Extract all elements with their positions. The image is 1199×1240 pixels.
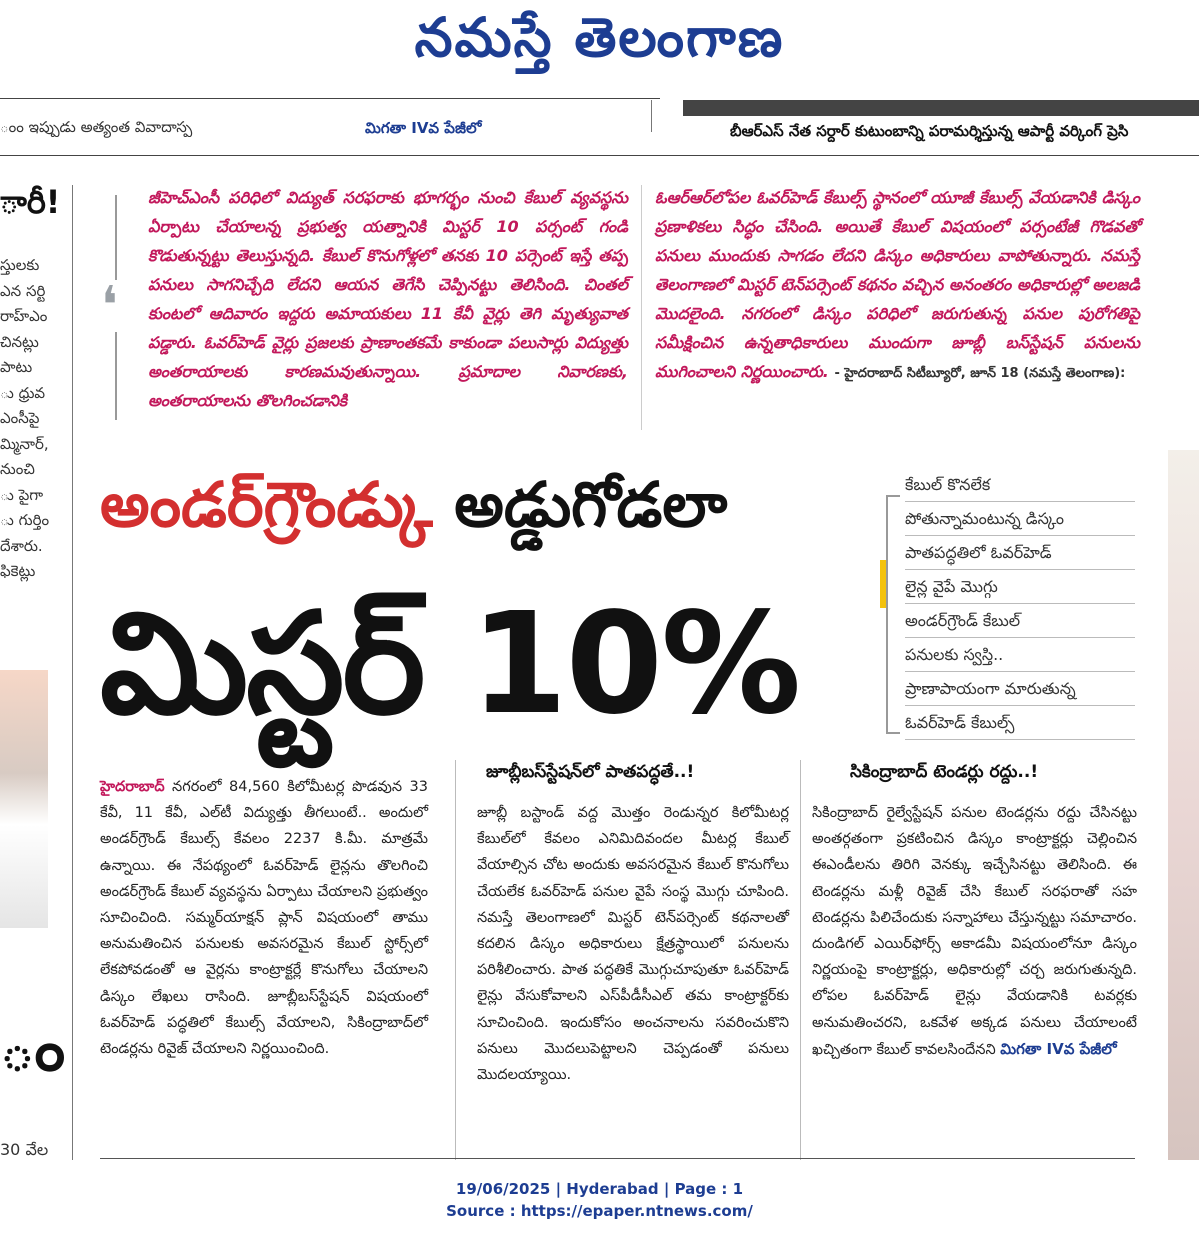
left-line: ఎన సర్టి <box>0 281 46 300</box>
body-dateline: హైదరాబాద్ <box>100 779 165 795</box>
left-line: ఎంసీపై <box>0 409 40 427</box>
page-footer <box>0 1178 1199 1222</box>
main-headline: మిస్టర్ 10% <box>100 583 800 746</box>
points-accent-bar <box>880 560 886 608</box>
intro-divider <box>641 185 642 430</box>
top-continued-link[interactable]: మిగతా IVవ పేజీలో <box>365 119 482 137</box>
body-column-1 <box>100 774 428 1062</box>
top-photo <box>683 100 1199 116</box>
left-number-text: 30 వేల <box>0 1140 49 1159</box>
key-point: పోతున్నామంటున్న డిస్కం <box>905 502 1135 536</box>
left-line: ు గుర్తిం <box>0 511 50 529</box>
key-point: పాతపద్ధతిలో ఓవర్‌హెడ్ <box>905 536 1135 570</box>
column-divider-2 <box>800 760 801 1160</box>
column-divider-1 <box>455 760 456 1160</box>
left-big-letter: ం <box>0 1015 66 1085</box>
subhead-jubilee: జూబ్లీబస్‌స్టేషన్‌లో పాతపద్ధతే..! <box>486 762 695 782</box>
body-column-3 <box>812 800 1137 1063</box>
key-point: కేబుల్ కొనలేక <box>905 468 1135 502</box>
quote-mark-icon: ❛ <box>101 276 118 336</box>
masthead <box>0 0 1199 80</box>
key-point: అండర్‌గ్రౌండ్ కేబుల్ <box>905 604 1135 638</box>
footer-source-link[interactable]: Source : https://epaper.ntnews.com/ <box>446 1202 753 1220</box>
photo-caption: బీఆర్ఎస్ నేత సర్దార్ కుటుంబాన్ని పరామర్శిస్తున్న ఆపార్టీ వర్కింగ్ ప్రెసి <box>730 122 1129 140</box>
top-divider <box>0 98 660 99</box>
left-line: రాహ్ఎం <box>0 307 48 325</box>
body-column-3-text: సికింద్రాబాద్ రైల్వేస్టేషన్ పనుల టెండర్లను రద్దు చేసినట్టు అంతర్గతంగా ప్రకటించిన డిస్కం కాంట్రాక్టర్లు చెల్లించిన ఈఎండీలను తిరిగి వెనక్కు ఇచ్చేసినట్టు తెలిసింది. ఈ టెండర్లను మళ్లీ రివైజ్ చేసి కేబుల్ సరఫరాతో సహ టెండర్లను పిలిచేందుకు సన్నాహాలు చేస్తున్నట్టు సమాచారం. దుండిగల్ ఎయిర్‌ఫోర్స్ అకాడమీ విషయంలోనూ డిస్కం నిర్ణయంపై కాంట్రాక్టర్లు, అధికారుల్లో చర్చ జరుగుతున్నది. లోపల ఓవర్‌హెడ్ లైన్లు వేయడానికి టవర్లకు అనుమతించరని, ఒకవేళ అక్కడ పనులు చేయాలంటే ఖచ్చితంగా కేబుల్ కావలసిందేనని <box>812 805 1137 1058</box>
footer-date-page: 19/06/2025 | Hyderabad | Page : 1 <box>455 1180 744 1198</box>
left-column-text <box>0 253 55 585</box>
left-line: స్తులకు <box>0 256 40 274</box>
intro-part-2-text: ఓఆర్ఆర్‌లోపల ఓవర్‌హెడ్ కేబుల్స్ స్థానంలో యూజీ కేబుల్స్ వేయడానికి డిస్కం ప్రణాళికలు సిద్ధం చేసింది. అయితే కేబుల్ విషయంలో పర్సంటేజీ గొడవతో పనులు ముందుకు సాగడం లేదని డిస్కం అధికారులు వాపోతున్నారు. నమస్తే తెలంగాణలో మిస్టర్ టెన్‌పర్సెంట్ కథనం వచ్చిన అనంతరం అధికారుల్లో అలజడి మొదలైంది. నగరంలో డిస్కం పరిధిలో జరుగుతున్న పనుల పురోగతిపై సమీక్షించిన ఉన్నతాధికారులు ముందుగా జూబ్లీ బస్‌స్టేషన్ పనులను ముగించాలని నిర్ణయించారు. <box>655 188 1140 381</box>
left-line: చినట్లు <box>0 332 39 351</box>
key-point: లైన్ల వైపే మొగ్గు <box>905 570 1135 604</box>
top-story-text: ంం ఇప్పుడు అత్యంత వివాదాస్ప <box>0 118 193 136</box>
top-story-snippet <box>0 118 192 140</box>
left-line: ు ధ్రువ <box>0 383 46 402</box>
top-vertical-divider <box>651 100 652 132</box>
key-point: పనులకు స్వస్తి.. <box>905 638 1135 672</box>
continued-link[interactable]: మిగతా IVవ పేజీలో <box>1000 1039 1117 1058</box>
key-point: ఓవర్‌హెడ్ కేబుల్స్ <box>905 706 1135 740</box>
left-column-divider <box>72 185 73 1160</box>
subhead-secunderabad: సికింద్రాబాద్ టెండర్లు రద్దు..! <box>850 762 1039 782</box>
newspaper-title: నమస్తే తెలంగాణ <box>414 6 785 69</box>
points-bracket <box>886 495 900 734</box>
left-line: ు పైగా <box>0 485 44 504</box>
section-divider <box>0 155 1199 156</box>
left-line: పాటు <box>0 358 33 376</box>
intro-part-2 <box>655 183 1140 388</box>
body-column-2: జూబ్లీ బస్టాండ్ వద్ద మొత్తం రెండున్నర కిలోమీటర్ల కేబుల్‌లో కేవలం ఎనిమిదివందల మీటర్ల కేబుల్ వేయాల్సిన చోట అందుకు అవసరమైన కేబుల్ కొనుగోలు చేయలేక ఓవర్‌హెడ్ పనుల వైపే సంస్థ మొగ్గు చూపింది. నమస్తే తెలంగాణలో మిస్టర్ టెన్‌పర్సెంట్ కథనాలతో కదలిన డిస్కం అధికారులు క్షేత్రస్థాయిలో పనులను పరిశీలించారు. పాత పద్ధతికే మొగ్గుచూపుతూ ఓవర్‌హెడ్ లైన్లు వేసుకోవాలని ఎస్‌పీడీసీఎల్ తమ కాంట్రాక్టర్‌కు సూచించింది. ఇందుకోసం అంచనాలను సవరించుకొని పనులు మొదలుపెట్టాలని చెప్పడంతో పనులు మొదలయ్యాయి. <box>477 805 789 1084</box>
headline-red-part: అండర్‌గ్రౌండ్ <box>100 468 433 541</box>
intro-dateline: - హైదరాబాద్ సిటీబ్యూరో, జూన్ 18 (నమస్తే తెలంగాణ): <box>834 366 1126 381</box>
headline-black-part: కు అడ్డుగోడలా <box>432 468 728 541</box>
left-line: మ్మినార్, <box>0 434 49 453</box>
body-column-1-text: నగరంలో 84,560 కిలోమీటర్ల పొడవున 33 కేవీ, 11 కేవీ, ఎల్‌టీ విద్యుత్తు తీగలుంటే.. అందులో అండర్‌గ్రౌండ్ కేబుల్స్ కేవలం 2237 కి.మీ. మాత్రమే ఉన్నాయి. ఈ నేపథ్యంలో ఓవర్‌హెడ్ లైన్లను తొలగించి అండర్‌గ్రౌండ్ కేబుల్ వ్యవస్థను ఏర్పాటు చేయాలని ప్రభుత్వం సూచించింది. సమ్మర్‌యాక్షన్ ప్లాన్ విషయంలో తాము అనుమతించిన పనులకు అవసరమైన కేబుల్ స్టోర్స్‌లో లేకపోవడంతో ఆ వైర్లను కాంట్రాక్టర్లే కొనుగోలు చేయాలని డిస్కం లేఖలు రాసింది. జూబ్లీబస్‌స్టేషన్ విషయంలో ఓవర్‌హెడ్ పద్ధతిలో కేబుల్స్ వేయాలని, సికింద్రాబాద్‌లో టెండర్లను రివైజ్ చేయాలని నిర్ణయించింది. <box>100 779 428 1058</box>
left-line: ఫికెట్లు <box>0 562 36 580</box>
left-line: నుంచి <box>0 460 35 478</box>
key-point: ప్రాణాపాయంగా మారుతున్న <box>905 672 1135 706</box>
intro-part-1: జీహెచ్ఎంసీ పరిధిలో విద్యుత్ సరఫరాకు భూగర్భం నుంచి కేబుల్ వ్యవస్థను ఏర్పాటు చేయాలన్న ప్రభుత్వ యత్నానికి మిస్టర్ 10 పర్సంట్ గండి కొడుతున్నట్టు తెలుస్తున్నది. కేబుల్ కొనుగోళ్లలో తనకు 10 పర్సెంట్ ఇస్తే తప్ప పనులు సాగనిచ్చేది లేదని ఆయన తెగేసి చెప్పినట్టు తెలిసింది. చింతల్ కుంటలో ఆదివారం ఇద్దరు అమాయకులు 11 కేవీ వైర్లు తెగి మృత్యువాత పడ్డారు. ఓవర్‌హెడ్ వైర్లు ప్రజలకు ప్రాణాంతకమే కాకుండా పలుసార్లు విద్యుత్తు అంతరాయాలకు కారణమవుతున్నాయి. ప్రమాదాల నివారణకు, అంతరాయాలను తొలగించడానికి <box>148 188 628 410</box>
headline-kicker <box>100 468 727 556</box>
left-line: దేశారు. <box>0 536 43 555</box>
right-edge-photo <box>1168 450 1199 1160</box>
bottom-divider <box>100 1158 1135 1159</box>
key-points <box>905 468 1135 740</box>
left-photo <box>0 670 48 928</box>
left-column-title: ారీ! <box>0 183 61 221</box>
